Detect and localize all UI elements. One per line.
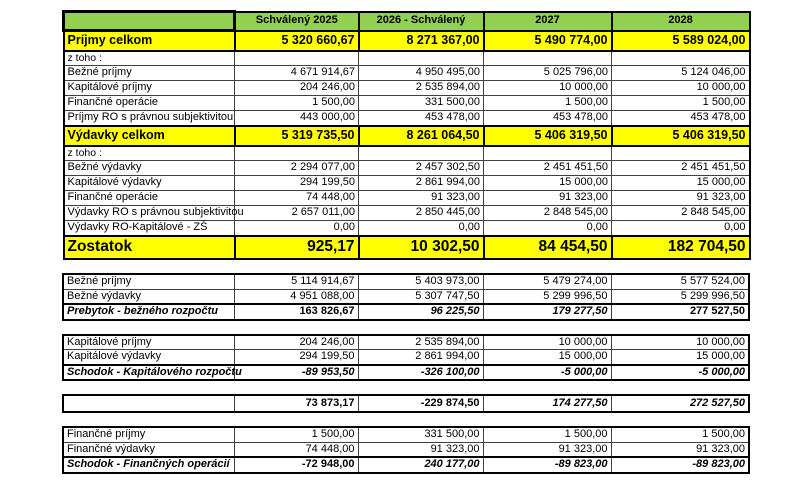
corner-cell[interactable] (64, 12, 235, 31)
cell-value[interactable]: 2 294 077,00 (235, 161, 359, 176)
row-label[interactable]: Finančné operácie (64, 191, 235, 206)
row-label[interactable]: Príjmy RO s právnou subjektivitou (64, 111, 235, 127)
cell-value[interactable]: 15 000,00 (484, 176, 612, 191)
cell-value[interactable]: 0,00 (235, 221, 359, 237)
cell-value[interactable]: 2 848 545,00 (612, 206, 750, 221)
cell-value[interactable]: 453 478,00 (612, 111, 750, 127)
cell-value[interactable]: 4 950 495,00 (359, 66, 484, 81)
row-label[interactable]: Bežné príjmy (63, 274, 234, 289)
main-tbody (64, 12, 750, 260)
cell-value[interactable]: 5 406 319,50 (612, 126, 750, 146)
table-row (64, 111, 750, 127)
table-row (63, 395, 749, 412)
cell-value[interactable]: 453 478,00 (359, 111, 484, 127)
cell-value[interactable]: 1 500,00 (234, 427, 358, 442)
row-label[interactable]: Príjmy celkom (64, 31, 235, 52)
cell-value[interactable]: 8 271 367,00 (359, 31, 484, 52)
row-label[interactable]: Bežné výdavky (63, 289, 234, 304)
cell-value[interactable]: 1 500,00 (484, 96, 612, 111)
cell-value[interactable]: -326 100,00 (358, 365, 483, 381)
cell-value[interactable]: 174 277,50 (483, 395, 611, 412)
cell-value[interactable]: 925,17 (235, 236, 359, 259)
cell-value[interactable]: 1 500,00 (235, 96, 359, 111)
summary-blocks-container (62, 273, 748, 474)
cell-value[interactable]: 0,00 (612, 221, 750, 237)
cell-value[interactable]: 4 671 914,67 (235, 66, 359, 81)
table-row (64, 191, 750, 206)
cell-value[interactable]: -89 823,00 (483, 457, 611, 473)
cell-value[interactable]: -229 874,50 (358, 395, 483, 412)
cell-value[interactable] (235, 51, 359, 66)
column-header[interactable]: Schválený 2025 (235, 12, 359, 31)
row-label[interactable]: Výdavky RO s právnou subjektivitou (64, 206, 235, 221)
cell-value[interactable]: 91 323,00 (483, 442, 611, 457)
table-row (63, 304, 749, 320)
cell-value[interactable]: 5 479 274,00 (483, 274, 611, 289)
cell-value[interactable] (359, 146, 484, 161)
cell-value[interactable]: 10 000,00 (612, 81, 750, 96)
summary-table-medzisucet (62, 394, 750, 413)
table-header-row (64, 12, 750, 31)
cell-value[interactable]: 453 478,00 (484, 111, 612, 127)
cell-value[interactable]: 5 307 747,50 (358, 289, 483, 304)
cell-value[interactable]: 443 000,00 (235, 111, 359, 127)
cell-value[interactable]: 331 500,00 (358, 427, 483, 442)
cell-value[interactable]: 182 704,50 (612, 236, 750, 259)
cell-value[interactable]: 5 025 796,00 (484, 66, 612, 81)
row-label[interactable]: Schodok - Kapitálového rozpočtu (63, 365, 234, 381)
table-row (64, 31, 750, 52)
cell-value[interactable]: 74 448,00 (234, 442, 358, 457)
table-row (64, 161, 750, 176)
cell-value[interactable]: 2 457 302,50 (359, 161, 484, 176)
table-row (64, 221, 750, 237)
cell-value[interactable]: 294 199,50 (234, 350, 358, 365)
cell-value[interactable]: 91 323,00 (358, 442, 483, 457)
cell-value[interactable]: 5 319 735,50 (235, 126, 359, 146)
cell-value[interactable] (359, 51, 484, 66)
cell-value[interactable]: 91 323,00 (612, 191, 750, 206)
table-row (64, 81, 750, 96)
cell-value[interactable]: 10 000,00 (611, 335, 749, 350)
row-label[interactable]: Bežné príjmy (64, 66, 235, 81)
row-label[interactable]: Kapitálové výdavky (64, 176, 235, 191)
budget-table-area (62, 10, 748, 487)
cell-value[interactable]: 8 261 064,50 (359, 126, 484, 146)
cell-value[interactable]: 5 299 996,50 (611, 289, 749, 304)
cell-value[interactable]: 1 500,00 (612, 96, 750, 111)
cell-value[interactable]: 5 577 524,00 (611, 274, 749, 289)
table-row (63, 335, 749, 350)
table-row (63, 350, 749, 365)
cell-value[interactable]: 10 000,00 (483, 335, 611, 350)
cell-value[interactable] (484, 51, 612, 66)
cell-value[interactable]: 2 535 894,00 (358, 335, 483, 350)
cell-value[interactable]: 204 246,00 (234, 335, 358, 350)
cell-value[interactable]: 2 848 545,00 (484, 206, 612, 221)
table-row (64, 126, 750, 146)
cell-value[interactable]: 15 000,00 (612, 176, 750, 191)
cell-value[interactable]: 84 454,50 (484, 236, 612, 259)
summary-table-bezny-rozpocet (62, 273, 750, 321)
cell-value[interactable]: 2 850 445,00 (359, 206, 484, 221)
cell-value[interactable]: 91 323,00 (611, 442, 749, 457)
cell-value[interactable]: 15 000,00 (483, 350, 611, 365)
cell-value[interactable]: 5 299 996,50 (483, 289, 611, 304)
cell-value[interactable]: 2 451 451,50 (612, 161, 750, 176)
cell-value[interactable]: 240 177,00 (358, 457, 483, 473)
cell-value[interactable]: 2 657 011,00 (235, 206, 359, 221)
main-budget-table (62, 10, 751, 260)
table-row (63, 365, 749, 381)
cell-value[interactable]: 294 199,50 (235, 176, 359, 191)
cell-value[interactable]: 5 114 914,67 (234, 274, 358, 289)
row-label[interactable]: Kapitálové príjmy (64, 81, 235, 96)
summary-table-kapitalovy-rozpocet (62, 334, 750, 382)
row-label[interactable]: z toho : (64, 51, 235, 66)
cell-value[interactable]: 4 951 088,00 (234, 289, 358, 304)
table-row (64, 176, 750, 191)
row-label[interactable]: Finančné výdavky (63, 442, 234, 457)
row-label[interactable]: Prebytok - bežného rozpočtu (63, 304, 234, 320)
cell-value[interactable]: 2 451 451,50 (484, 161, 612, 176)
cell-value[interactable]: 0,00 (484, 221, 612, 237)
cell-value[interactable]: 5 124 046,00 (612, 66, 750, 81)
table-row (64, 96, 750, 111)
table-row (64, 66, 750, 81)
table-row (64, 51, 750, 66)
row-label[interactable]: Kapitálové príjmy (63, 335, 234, 350)
cell-value[interactable] (484, 146, 612, 161)
cell-value[interactable]: 204 246,00 (235, 81, 359, 96)
cell-value[interactable]: 74 448,00 (235, 191, 359, 206)
cell-value[interactable]: -5 000,00 (483, 365, 611, 381)
cell-value[interactable]: 10 302,50 (359, 236, 484, 259)
table-row (63, 442, 749, 457)
cell-value[interactable]: 0,00 (359, 221, 484, 237)
row-label[interactable] (63, 395, 234, 412)
row-label[interactable]: Kapitálové výdavky (63, 350, 234, 365)
row-label[interactable]: Bežné výdavky (64, 161, 235, 176)
cell-value[interactable]: 91 323,00 (484, 191, 612, 206)
row-label[interactable]: Finančné operácie (64, 96, 235, 111)
column-header[interactable]: 2027 (484, 12, 612, 31)
table-row (63, 427, 749, 442)
row-label[interactable]: Výdavky celkom (64, 126, 235, 146)
column-header[interactable]: 2026 - Schválený (359, 12, 484, 31)
row-label[interactable]: Finančné príjmy (63, 427, 234, 442)
table-row (63, 274, 749, 289)
table-row (64, 206, 750, 221)
row-label[interactable]: z toho : (64, 146, 235, 161)
cell-value[interactable]: 73 873,17 (234, 395, 358, 412)
cell-value[interactable] (612, 146, 750, 161)
cell-value[interactable]: 1 500,00 (483, 427, 611, 442)
cell-value[interactable]: -5 000,00 (611, 365, 749, 381)
cell-value[interactable]: 96 225,50 (358, 304, 483, 320)
cell-value[interactable]: 2 861 994,00 (359, 176, 484, 191)
cell-value[interactable]: -89 823,00 (611, 457, 749, 473)
cell-value[interactable]: 179 277,50 (483, 304, 611, 320)
cell-value[interactable]: 15 000,00 (611, 350, 749, 365)
row-label[interactable]: Zostatok (64, 236, 235, 259)
table-row (63, 289, 749, 304)
column-header[interactable]: 2028 (612, 12, 750, 31)
table-row (63, 457, 749, 473)
cell-value[interactable] (612, 51, 750, 66)
cell-value[interactable]: 331 500,00 (359, 96, 484, 111)
row-label[interactable]: Schodok - Finančných operácií (63, 457, 234, 473)
cell-value[interactable]: 91 323,00 (359, 191, 484, 206)
table-row (64, 236, 750, 259)
row-label[interactable]: Výdavky RO-Kapitálové - ZŠ (64, 221, 235, 237)
cell-value[interactable]: -72 948,00 (234, 457, 358, 473)
cell-value[interactable]: 5 490 774,00 (484, 31, 612, 52)
cell-value[interactable]: 2 861 994,00 (358, 350, 483, 365)
cell-value[interactable]: 10 000,00 (484, 81, 612, 96)
cell-value[interactable]: -89 953,50 (234, 365, 358, 381)
table-row (64, 146, 750, 161)
summary-table-financne-operacie (62, 426, 750, 474)
cell-value[interactable]: 5 403 973,00 (358, 274, 483, 289)
cell-value[interactable]: 272 527,50 (611, 395, 749, 412)
cell-value[interactable]: 1 500,00 (611, 427, 749, 442)
cell-value[interactable]: 5 589 024,00 (612, 31, 750, 52)
cell-value[interactable] (235, 146, 359, 161)
cell-value[interactable]: 2 535 894,00 (359, 81, 484, 96)
cell-value[interactable]: 5 406 319,50 (484, 126, 612, 146)
cell-value[interactable]: 277 527,50 (611, 304, 749, 320)
cell-value[interactable]: 163 826,67 (234, 304, 358, 320)
cell-value[interactable]: 5 320 660,67 (235, 31, 359, 52)
